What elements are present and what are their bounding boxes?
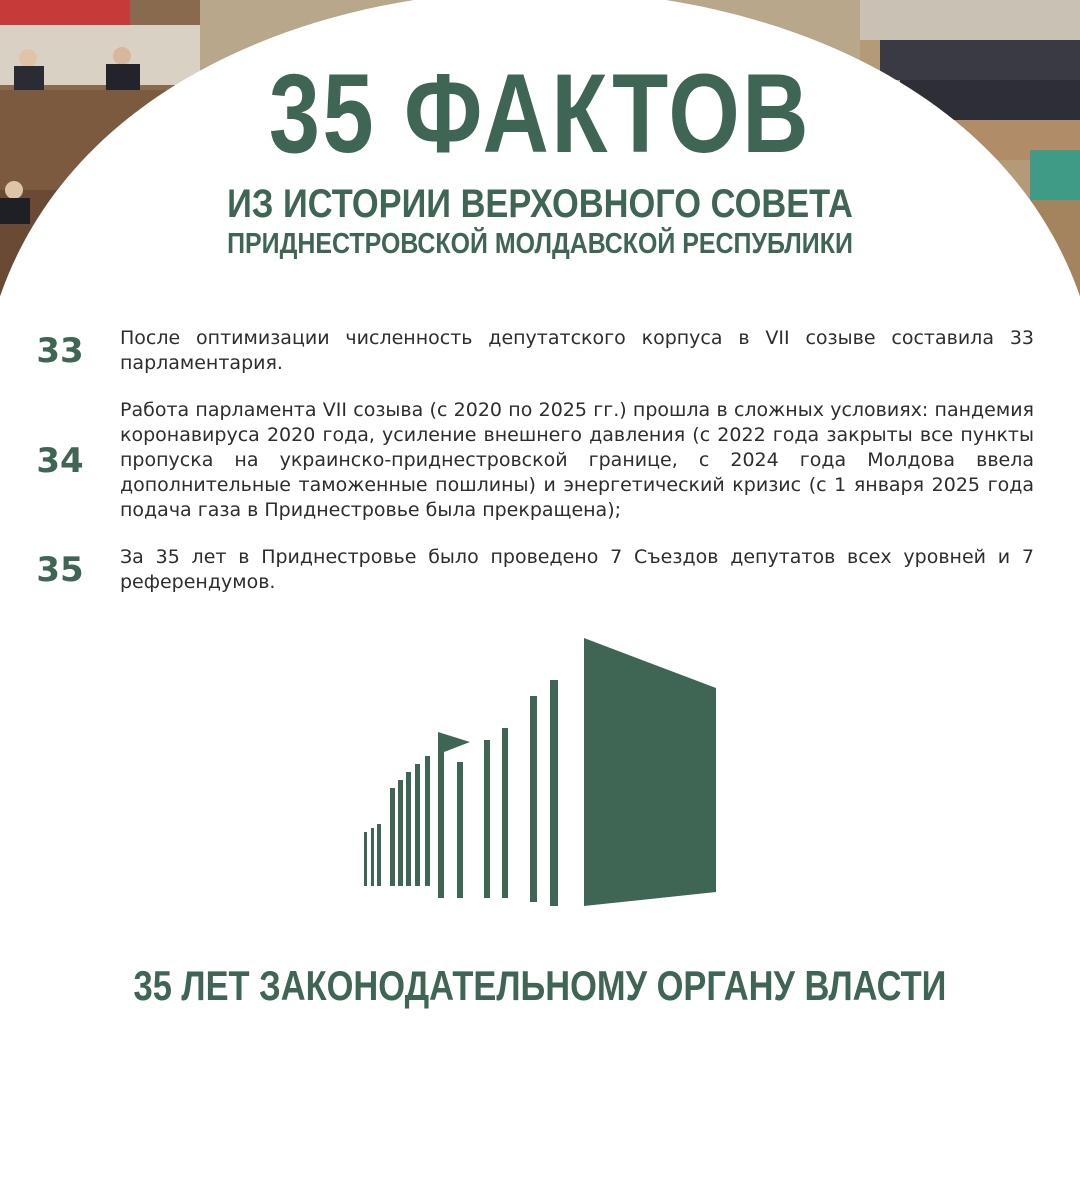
fact-number: 34 bbox=[36, 440, 84, 481]
fact-item-34 bbox=[0, 398, 1080, 523]
fact-text: После оптимизации численность депутатского корпуса в VII созыве составила 33 парламентария. bbox=[120, 327, 1034, 374]
page-title: 35 ФАКТОВ bbox=[268, 51, 812, 176]
fact-item-33 bbox=[0, 326, 1080, 376]
footer-slogan: 35 ЛЕТ ЗАКОНОДАТЕЛЬНОМУ ОРГАНУ ВЛАСТИ bbox=[133, 962, 947, 1009]
fact-number: 33 bbox=[36, 331, 84, 371]
fact-text: За 35 лет в Приднестровье было проведено 7 Съездов депутатов всех уровней и 7 референдумов. bbox=[120, 546, 1034, 593]
fact-text: Работа парламента VII созыва (с 2020 по 2025 гг.) прошла в сложных условиях: пандемия коронавируса 2020 года, усиление внешнего давления (с 2022 года закрыты все пункты пропуска на украинско-приднестровской границе, с 2024 года Молдова ввела дополнительные таможенные пошлины) и энергетический кризис (с 1 января 2025 года подача газа в Приднестровье была прекращена); bbox=[120, 399, 1034, 521]
supreme-council-logo bbox=[360, 636, 720, 910]
fact-item-35 bbox=[0, 545, 1080, 595]
page-subtitle-line1: ИЗ ИСТОРИИ ВЕРХОВНОГО СОВЕТА bbox=[227, 182, 853, 226]
header bbox=[0, 51, 1080, 260]
facts-list bbox=[0, 326, 1080, 617]
page-subtitle-line2: ПРИДНЕСТРОВСКОЙ МОЛДАВСКОЙ РЕСПУБЛИКИ bbox=[227, 228, 853, 260]
fact-number: 35 bbox=[36, 550, 84, 590]
